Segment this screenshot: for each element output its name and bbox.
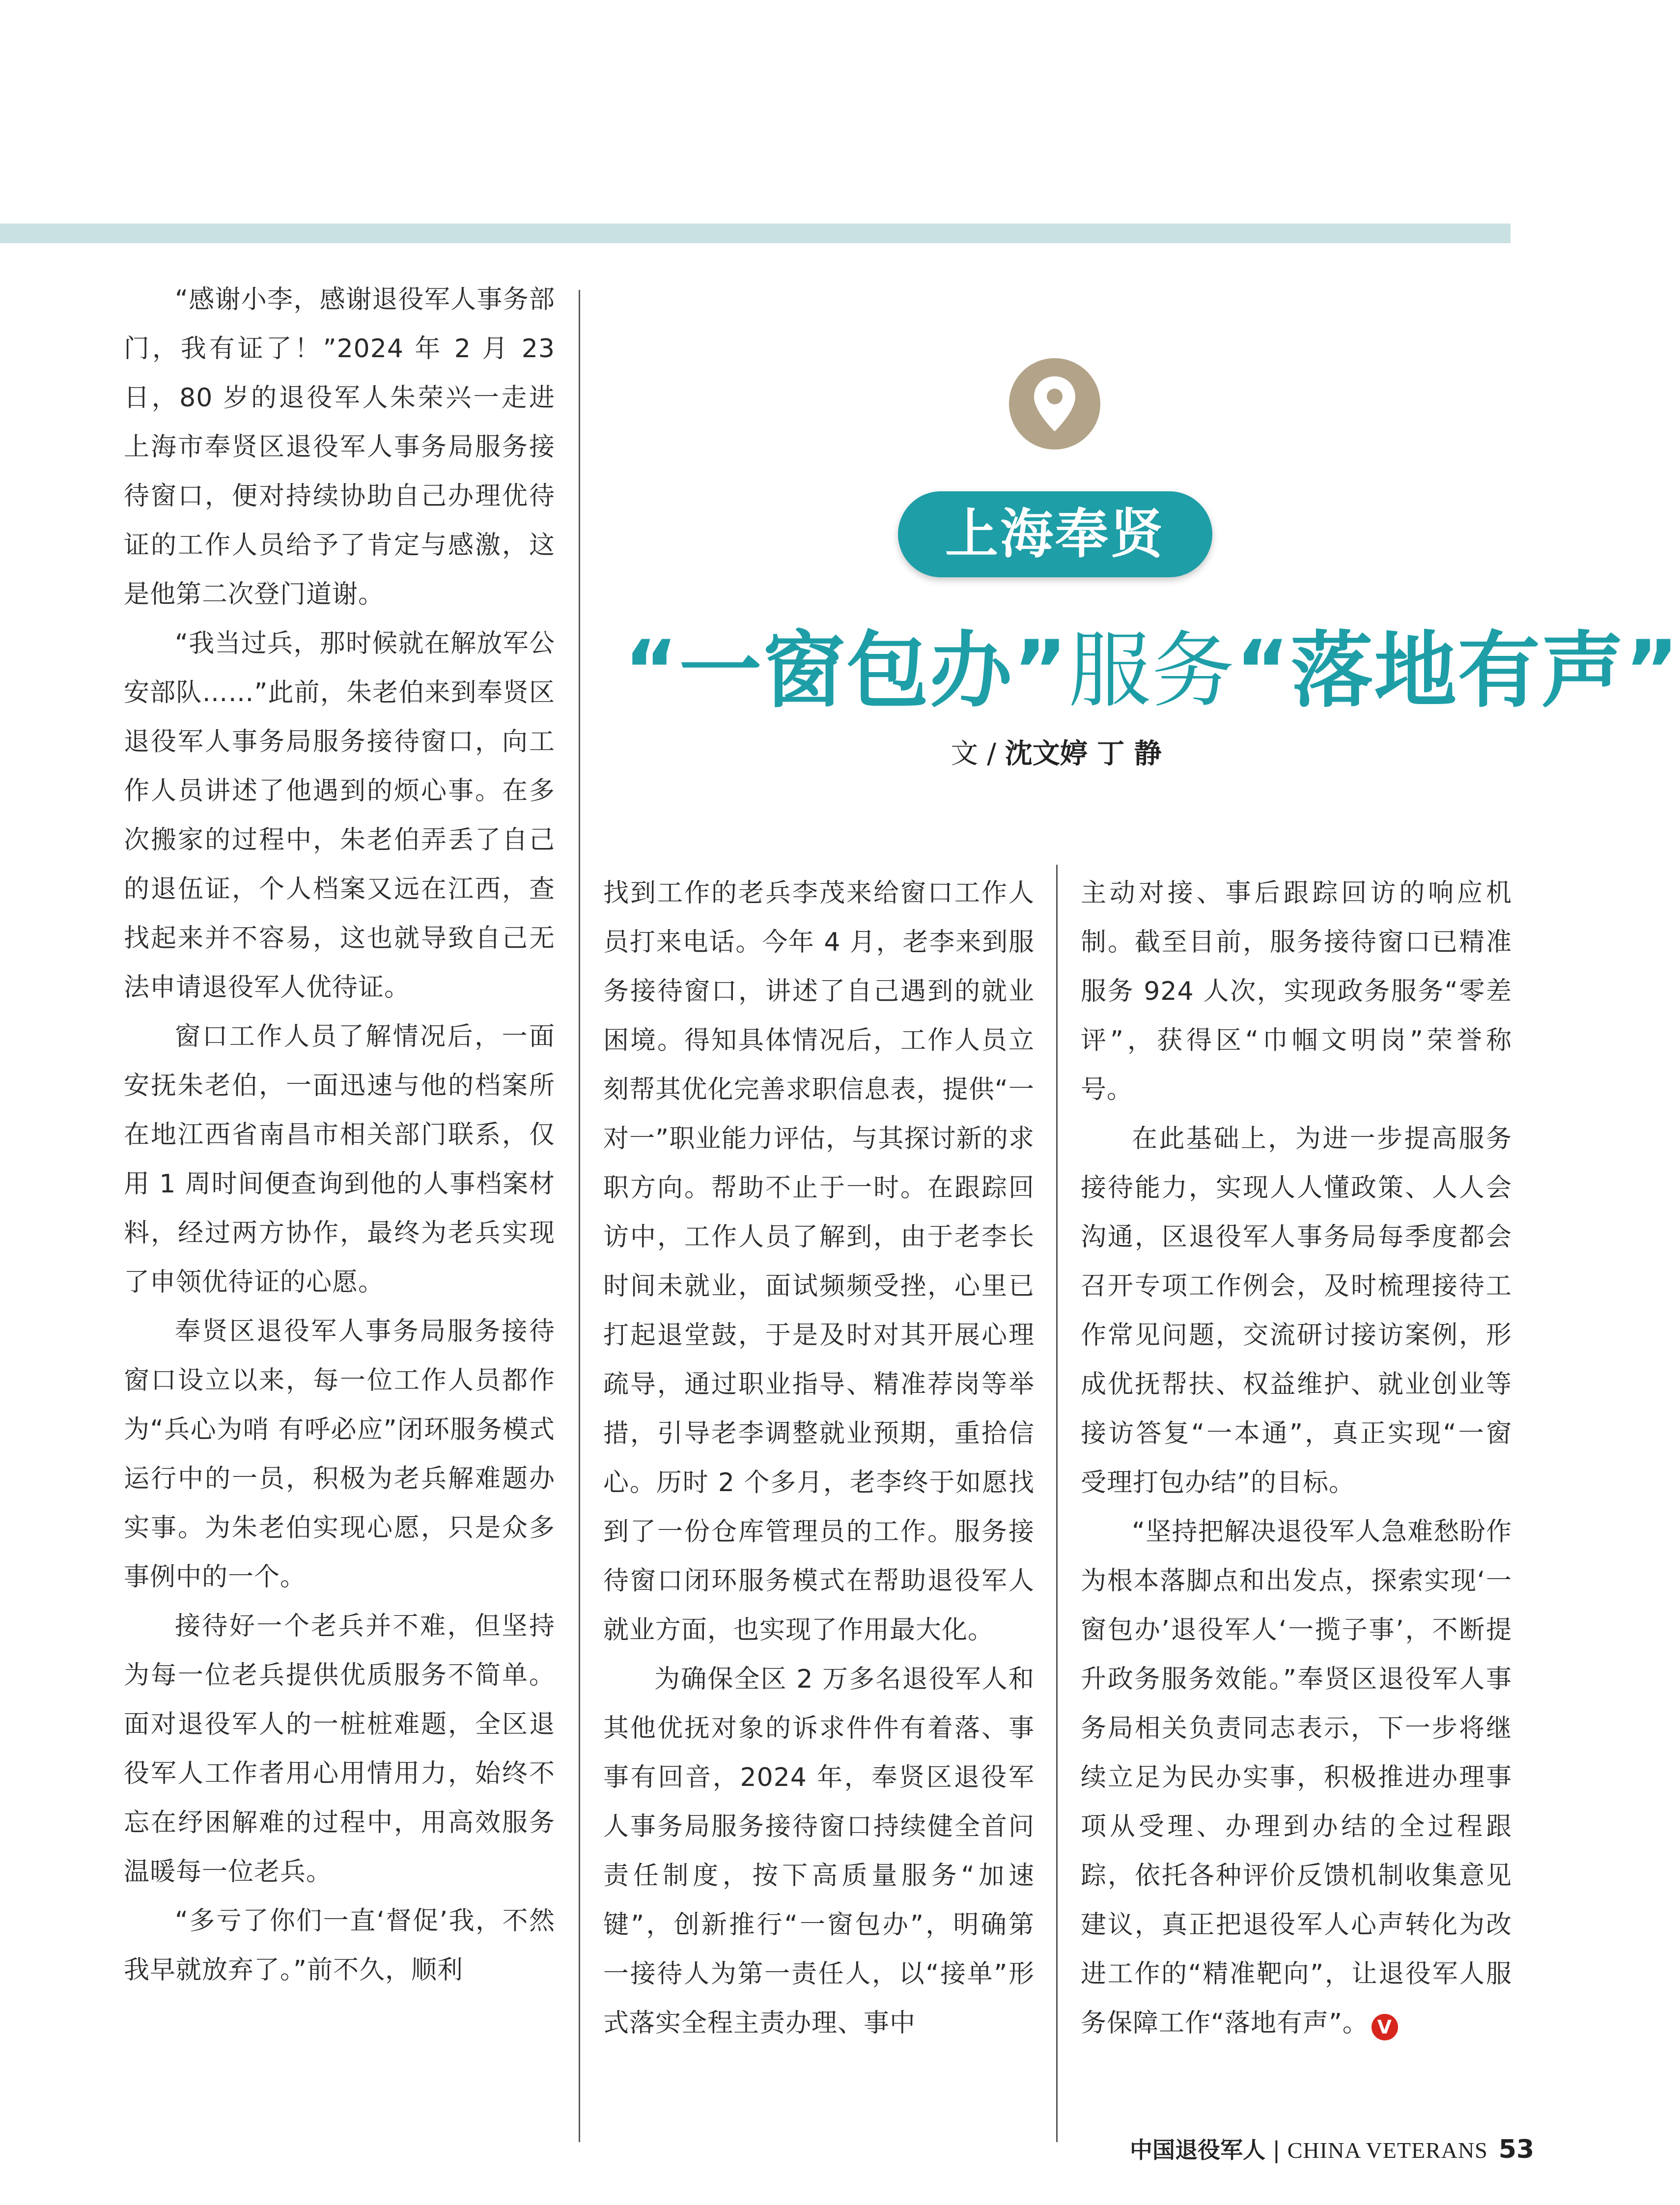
article-column-middle	[603, 869, 1035, 2048]
paragraph: “我当过兵，那时候就在解放军公安部队……”此前，朱老伯来到奉贤区退役军人事务局服务接待窗口，向工作人员讲述了他遇到的烦心事。在多次搬家的过程中，朱老伯弄丢了自己的退伍证，个人档案又远在江西，查找起来并不容易，这也就导致自己无法申请退役军人优待证。	[124, 629, 555, 1002]
article-column-right	[1081, 869, 1512, 2048]
location-pin-badge	[1009, 358, 1100, 450]
paragraph: 找到工作的老兵李茂来给窗口工作人员打来电话。今年 4 月，老李来到服务接待窗口，讲述了自己遇到的就业困境。得知具体情况后，工作人员立刻帮其优化完善求职信息表，提供“一对一”职业能力评估，与其探讨新的求职方向。帮助不止于一时。在跟踪回访中，工作人员了解到，由于老李长时间未就业，面试频频受挫，心里已打起退堂鼓，于是及时对其开展心理疏导，通过职业指导、精准荐岗等举措，引导老李调整就业预期，重拾信心。历时 2 个多月，老李终于如愿找到了一份仓库管理员的工作。服务接待窗口闭环服务模式在帮助退役军人就业方面，也实现了作用最大化。	[603, 878, 1035, 1645]
paragraph	[1081, 1507, 1512, 2048]
location-pin-icon	[1030, 374, 1079, 433]
location-tag: 上海奉贤	[898, 491, 1212, 577]
paragraph: 主动对接、事后跟踪回访的响应机制。截至目前，服务接待窗口已精准服务 924 人次，实现政务服务“零差评”，获得区“巾帼文明岗”荣誉称号。	[1081, 878, 1512, 1104]
title-part: 服务	[1068, 622, 1235, 719]
end-mark-icon: V	[1372, 2014, 1398, 2040]
column-divider	[579, 290, 580, 2142]
paragraph: “多亏了你们一直‘督促’我，不然我早就放弃了。”前不久，顺利	[124, 1906, 555, 1985]
page-footer	[1130, 2130, 1535, 2170]
paragraph: 为确保全区 2 万多名退役军人和其他优抚对象的诉求件件有着落、事事有回音，2024 年，奉贤区退役军人事务局服务接待窗口持续健全首问责任制度，按下高质量服务“加速键”，创新推行“一窗包办”，明确第一接待人为第一责任人，以“接单”形式落实全程主责办理、事中	[603, 1665, 1035, 2038]
footer-separator: |	[1265, 2137, 1288, 2163]
byline	[835, 735, 1277, 774]
paragraph: “感谢小李，感谢退役军人事务部门，我有证了！”2024 年 2 月 23 日，80 岁的退役军人朱荣兴一走进上海市奉贤区退役军人事务局服务接待窗口，便对持续协助自己办理优待证的工作人员给予了肯定与感激，这是他第二次登门道谢。	[124, 285, 555, 609]
paragraph: 窗口工作人员了解情况后，一面安抚朱老伯，一面迅速与他的档案所在地江西省南昌市相关部门联系，仅用 1 周时间便查询到他的人事档案材料，经过两方协作，最终为老兵实现了申领优待证的心愿。	[124, 1022, 555, 1297]
magazine-name-en: CHINA VETERANS	[1287, 2138, 1488, 2163]
paragraph: 奉贤区退役军人事务局服务接待窗口设立以来，每一位工作人员都作为“兵心为哨 有呼必应”闭环服务模式运行中的一员，积极为老兵解难题办实事。为朱老伯实现心愿，只是众多事例中的一个。	[124, 1317, 555, 1592]
paragraph-text: “坚持把解决退役军人急难愁盼作为根本落脚点和出发点，探索实现‘一窗包办’退役军人‘一揽子事’，不断提升政务服务效能。”奉贤区退役军人事务局相关负责同志表示，下一步将继续立足为民办实事，积极推进办理事项从受理、办理到办结的全过程跟踪，依托各种评价反馈机制收集意见建议，真正把退役军人心声转化为改进工作的“精准靶向”，让退役军人服务保障工作“落地有声”。	[1081, 1517, 1512, 2038]
title-part: “落地有声”	[1235, 622, 1680, 719]
byline-authors: 沈文婷 丁 静	[1005, 738, 1162, 770]
column-divider	[1056, 865, 1058, 2142]
paragraph: 接待好一个老兵并不难，但坚持为每一位老兵提供优质服务不简单。面对退役军人的一桩桩难题，全区退役军人工作者用心用情用力，始终不忘在纾困解难的过程中，用高效服务温暖每一位老兵。	[124, 1611, 555, 1887]
article-title	[624, 612, 1680, 730]
article-column-left	[124, 275, 555, 1995]
title-part: “一窗包办”	[624, 622, 1068, 719]
byline-prefix: 文 /	[951, 738, 1005, 770]
page-number: 53	[1498, 2135, 1535, 2164]
top-color-band	[0, 224, 1511, 243]
paragraph: 在此基础上，为进一步提高服务接待能力，实现人人懂政策、人人会沟通，区退役军人事务局每季度都会召开专项工作例会，及时梳理接待工作常见问题，交流研讨接访案例，形成优抚帮扶、权益维护、就业创业等接访答复“一本通”，真正实现“一窗受理打包办结”的目标。	[1081, 1124, 1512, 1498]
magazine-name-cn: 中国退役军人	[1130, 2137, 1265, 2163]
